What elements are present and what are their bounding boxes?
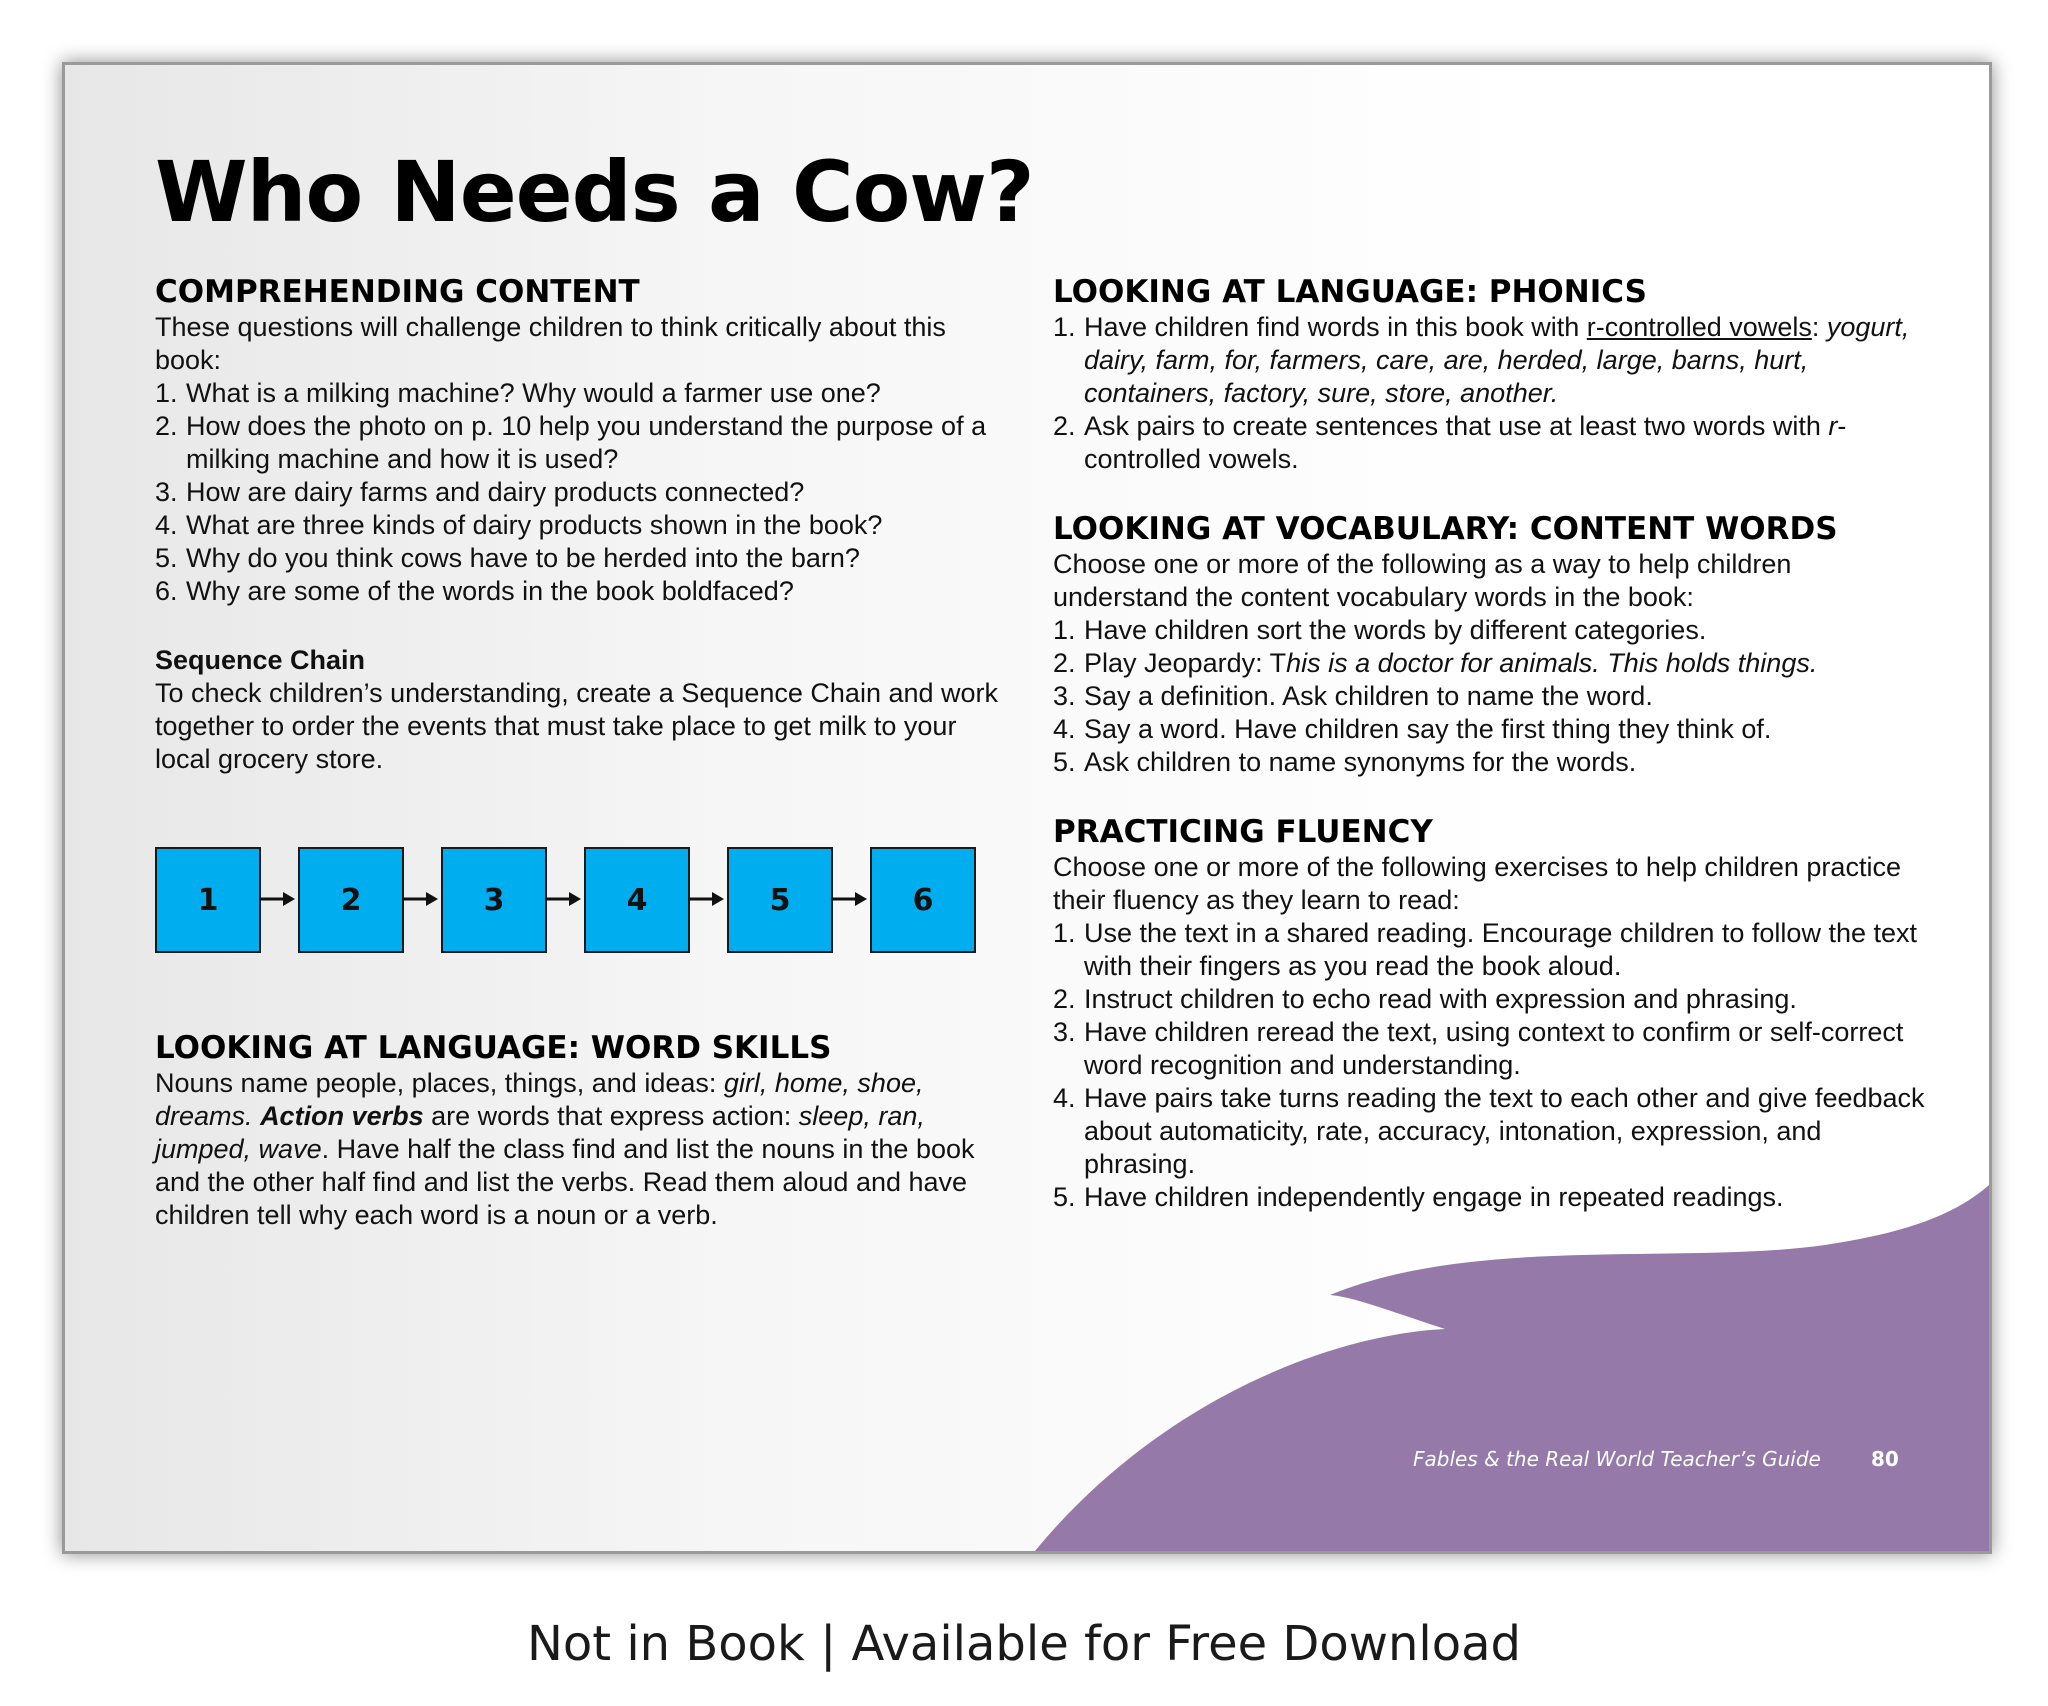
- list-item: 4. Have pairs take turns reading the text to each other and give feedback about automaticity, rate, accuracy, intonation, expression, and phrasing.: [1053, 1083, 1925, 1179]
- sequence-box-6: 6: [870, 847, 976, 953]
- list-item: 1. What is a milking machine? Why would a farmer use one?: [155, 378, 881, 408]
- sequence-box-2: 2: [298, 847, 404, 953]
- list-item: 2. How does the photo on p. 10 help you understand the purpose of a milking machine and how it is used?: [155, 411, 987, 474]
- list-item: 6. Why are some of the words in the book boldfaced?: [155, 576, 794, 606]
- comprehending-list: [155, 377, 1015, 608]
- vocabulary-list: [1053, 614, 1933, 779]
- guide-title: Fables & the Real World Teacher’s Guide: [1413, 1447, 1821, 1471]
- list-item: 4. Say a word. Have children say the first thing they think of.: [1053, 714, 1772, 744]
- arrow-icon: [400, 881, 440, 917]
- sequence-box-5: 5: [727, 847, 833, 953]
- sequence-box-1: 1: [155, 847, 261, 953]
- fluency-heading: PRACTICING FLUENCY: [1053, 814, 1433, 850]
- arrow-icon: [543, 881, 583, 917]
- list-item: 5. Ask children to name synonyms for the words.: [1053, 747, 1637, 777]
- comprehending-heading: COMPREHENDING CONTENT: [155, 274, 640, 310]
- word-skills-section: [155, 1029, 1015, 1232]
- list-item: 3. Say a definition. Ask children to name the word.: [1053, 681, 1653, 711]
- fluency-intro: Choose one or more of the following exercises to help children practice their fluency as they learn to read:: [1053, 852, 1901, 915]
- sequence-chain-section: [155, 644, 1015, 776]
- arrow-icon: [829, 881, 869, 917]
- vocabulary-section: [1053, 510, 1933, 779]
- page-number: 80: [1871, 1447, 1899, 1471]
- fluency-list: [1053, 917, 1933, 1214]
- arrow-icon: [257, 881, 297, 917]
- sequence-box-4: 4: [584, 847, 690, 953]
- word-skills-text: Nouns name people, places, things, and ideas: girl, home, shoe, dreams. Action verbs are words that express action: sleep, ran, jumped, wave. Have half the class find and list the nouns in the book and the other half find and list the verbs. Read them aloud and have children tell why each word is a noun or a verb.: [155, 1068, 975, 1230]
- list-item: 1. Have children sort the words by different categories.: [1053, 615, 1707, 645]
- phonics-section: [1053, 273, 1933, 476]
- sequence-chain-heading: Sequence Chain: [155, 645, 366, 675]
- list-item: 3. How are dairy farms and dairy products connected?: [155, 477, 805, 507]
- arrow-icon: [686, 881, 726, 917]
- word-skills-heading: LOOKING AT LANGUAGE: WORD SKILLS: [155, 1030, 832, 1066]
- fluency-section: [1053, 813, 1933, 1214]
- guide-page: [62, 62, 1992, 1554]
- phonics-list: [1053, 311, 1933, 476]
- list-item: 1. Use the text in a shared reading. Encourage children to follow the text with their fingers as you read the book aloud.: [1053, 918, 1917, 981]
- sequence-chain-diagram: [155, 847, 995, 953]
- left-column: [155, 273, 1015, 776]
- phonics-heading: LOOKING AT LANGUAGE: PHONICS: [1053, 274, 1647, 310]
- list-item: 2. Ask pairs to create sentences that use at least two words with r-controlled vowels.: [1053, 411, 1847, 474]
- comprehending-section: [155, 273, 1015, 608]
- comprehending-intro: These questions will challenge children to think critically about this book:: [155, 312, 946, 375]
- sequence-chain-text: To check children’s understanding, create a Sequence Chain and work together to order the events that must take place to get milk to your local grocery store.: [155, 678, 999, 774]
- list-item: 5. Have children independently engage in repeated readings.: [1053, 1182, 1784, 1212]
- page-title: Who Needs a Cow?: [155, 143, 1034, 241]
- download-caption: Not in Book | Available for Free Download: [526, 1616, 1521, 1672]
- vocabulary-heading: LOOKING AT VOCABULARY: CONTENT WORDS: [1053, 511, 1838, 547]
- right-column: [1053, 273, 1933, 1214]
- list-item: 2. Play Jeopardy: This is a doctor for animals. This holds things.: [1053, 648, 1818, 678]
- vocabulary-intro: Choose one or more of the following as a way to help children understand the content vocabulary words in the book:: [1053, 549, 1792, 612]
- list-item: 5. Why do you think cows have to be herded into the barn?: [155, 543, 860, 573]
- list-item: 4. What are three kinds of dairy products shown in the book?: [155, 510, 883, 540]
- list-item: 1. Have children find words in this book with r-controlled vowels: yogurt, dairy, farm, for, farmers, care, are, herded, large, barns, hurt, containers, factory, sure, store, another.: [1053, 312, 1910, 408]
- list-item: 3. Have children reread the text, using context to confirm or self-correct word recognition and understanding.: [1053, 1017, 1904, 1080]
- list-item: 2. Instruct children to echo read with expression and phrasing.: [1053, 984, 1797, 1014]
- sequence-box-3: 3: [441, 847, 547, 953]
